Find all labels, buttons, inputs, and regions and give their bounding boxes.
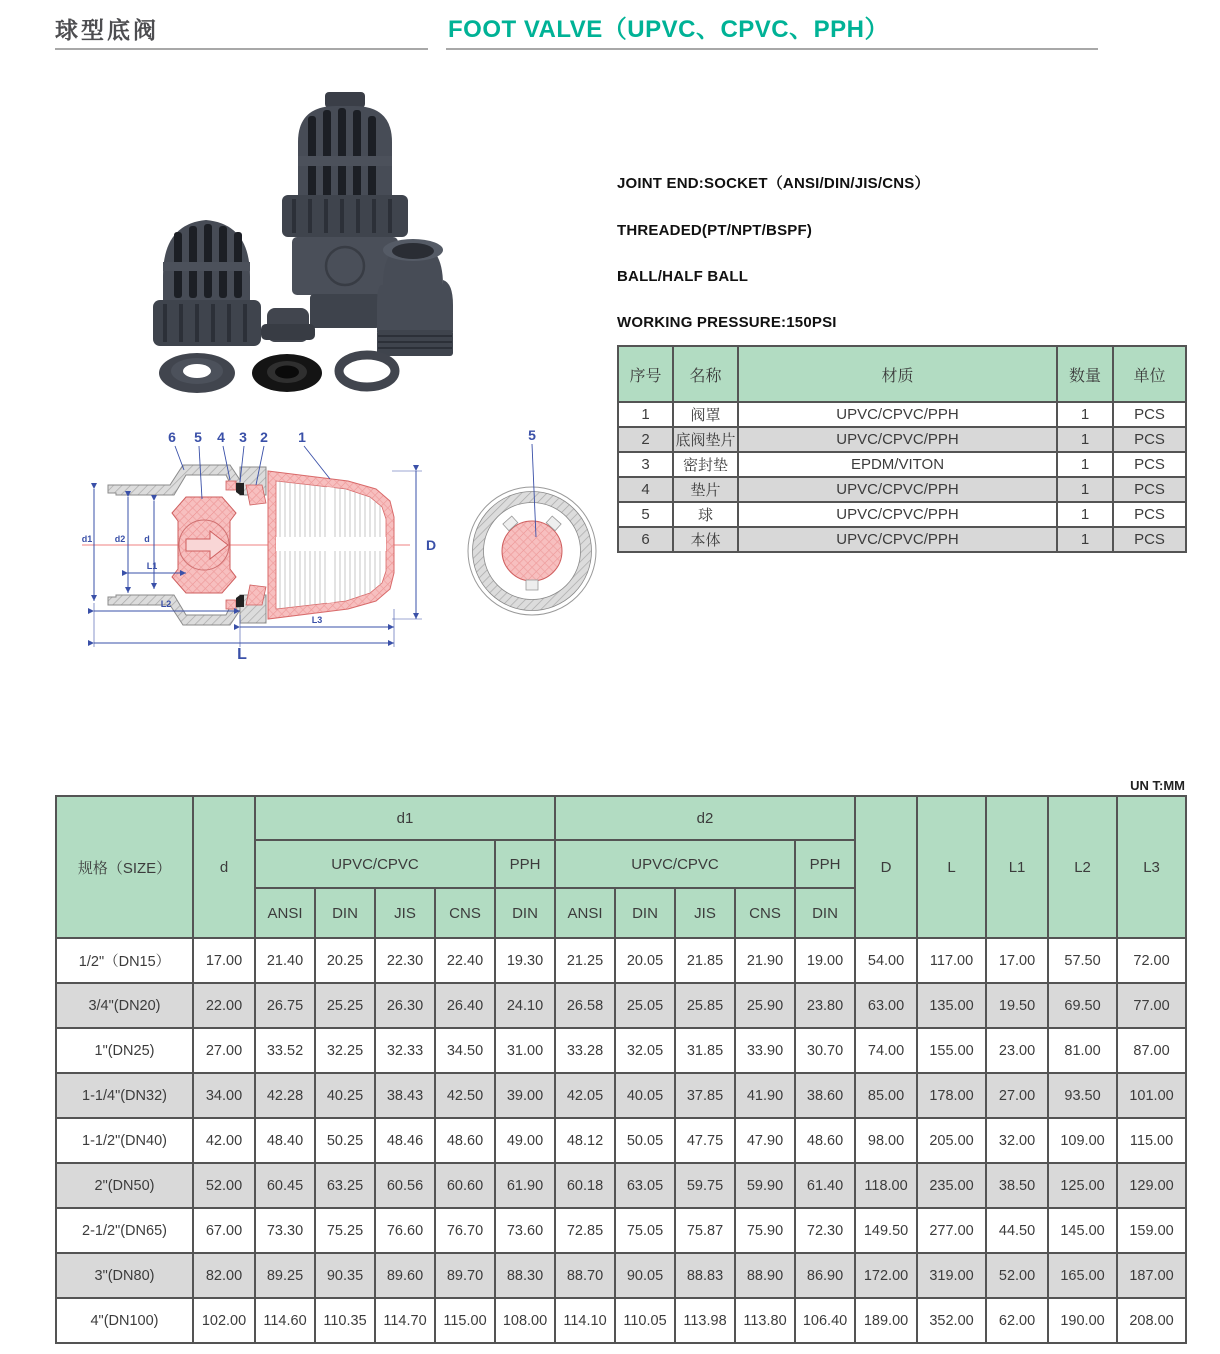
parts-table-cell: UPVC/CPVC/PPH bbox=[738, 527, 1057, 552]
dim-table-cell: 27.00 bbox=[986, 1073, 1048, 1118]
dim-table-cell: 31.00 bbox=[495, 1028, 555, 1073]
col-header-d1-ansi: ANSI bbox=[255, 888, 315, 938]
dim-label-L1: L1 bbox=[146, 561, 158, 571]
dim-table-cell: 48.12 bbox=[555, 1118, 615, 1163]
dim-table-cell: 21.40 bbox=[255, 938, 315, 983]
photo-strainer-cage bbox=[153, 220, 261, 346]
dim-table-cell: 19.00 bbox=[795, 938, 855, 983]
parts-table-cell: PCS bbox=[1113, 502, 1186, 527]
parts-table-cell: 1 bbox=[1057, 452, 1113, 477]
dim-table-cell: 32.00 bbox=[986, 1118, 1048, 1163]
dim-table-cell: 75.90 bbox=[735, 1208, 795, 1253]
dim-table-cell: 41.90 bbox=[735, 1073, 795, 1118]
dim-table-cell: 49.00 bbox=[495, 1118, 555, 1163]
dim-table-cell: 110.35 bbox=[315, 1298, 375, 1343]
parts-table-cell: 球 bbox=[673, 502, 738, 527]
dim-table-cell: 88.83 bbox=[675, 1253, 735, 1298]
dim-table-cell: 60.45 bbox=[255, 1163, 315, 1208]
dim-table-cell: 22.00 bbox=[193, 983, 255, 1028]
strainer-cone-section bbox=[268, 471, 394, 619]
dim-table-cell: 172.00 bbox=[855, 1253, 917, 1298]
dim-table-cell: 277.00 bbox=[917, 1208, 986, 1253]
dim-label-L2: L2 bbox=[160, 599, 172, 609]
dim-table-cell: 39.00 bbox=[495, 1073, 555, 1118]
dim-table-cell: 42.50 bbox=[435, 1073, 495, 1118]
spec-block bbox=[617, 172, 1177, 360]
parts-table-row bbox=[618, 402, 1186, 427]
parts-table-cell: 本体 bbox=[673, 527, 738, 552]
dim-label-D: D bbox=[426, 537, 437, 553]
col-group-d2-upvc: UPVC/CPVC bbox=[555, 840, 795, 888]
dim-table-cell: 52.00 bbox=[986, 1253, 1048, 1298]
dim-table-cell: 319.00 bbox=[917, 1253, 986, 1298]
dim-table-cell: 85.00 bbox=[855, 1073, 917, 1118]
dim-table-cell: 2"(DN50) bbox=[56, 1163, 193, 1208]
parts-table-row bbox=[618, 527, 1186, 552]
col-header-d2-jis: JIS bbox=[675, 888, 735, 938]
parts-table-body bbox=[618, 402, 1186, 552]
dim-table-cell: 37.85 bbox=[675, 1073, 735, 1118]
dim-table-cell: 50.05 bbox=[615, 1118, 675, 1163]
col-header-d1-cns: CNS bbox=[435, 888, 495, 938]
dim-table-row bbox=[56, 1028, 1186, 1073]
dim-table-cell: 72.85 bbox=[555, 1208, 615, 1253]
dim-table-cell: 19.30 bbox=[495, 938, 555, 983]
dim-table-body bbox=[56, 938, 1186, 1343]
dim-table-row bbox=[56, 1253, 1186, 1298]
dim-table-cell: 27.00 bbox=[193, 1028, 255, 1073]
callout-2: 2 bbox=[260, 429, 268, 445]
dim-table-row bbox=[56, 983, 1186, 1028]
dim-table-cell: 178.00 bbox=[917, 1073, 986, 1118]
dim-table-cell: 26.58 bbox=[555, 983, 615, 1028]
dim-table-cell: 59.75 bbox=[675, 1163, 735, 1208]
dim-table-cell: 159.00 bbox=[1117, 1208, 1186, 1253]
dim-table-cell: 47.75 bbox=[675, 1118, 735, 1163]
spec-working-pressure: WORKING PRESSURE:150PSI bbox=[617, 314, 837, 331]
dim-table-cell: 1-1/4"(DN32) bbox=[56, 1073, 193, 1118]
dim-table-cell: 1/2"（DN15） bbox=[56, 938, 193, 983]
dim-table-cell: 135.00 bbox=[917, 983, 986, 1028]
parts-table-cell: 垫片 bbox=[673, 477, 738, 502]
dim-table-cell: 17.00 bbox=[986, 938, 1048, 983]
dim-table-cell: 61.90 bbox=[495, 1163, 555, 1208]
dim-table-cell: 106.40 bbox=[795, 1298, 855, 1343]
parts-table-cell: PCS bbox=[1113, 427, 1186, 452]
parts-table-cell: 1 bbox=[1057, 527, 1113, 552]
dim-table-cell: 86.90 bbox=[795, 1253, 855, 1298]
dim-table-cell: 24.10 bbox=[495, 983, 555, 1028]
dim-table-cell: 26.30 bbox=[375, 983, 435, 1028]
product-photo-illustration bbox=[95, 80, 595, 420]
dim-table-cell: 48.46 bbox=[375, 1118, 435, 1163]
parts-table-cell: 6 bbox=[618, 527, 673, 552]
header-rule-left bbox=[55, 48, 428, 50]
dim-table-cell: 20.25 bbox=[315, 938, 375, 983]
dim-table-cell: 38.50 bbox=[986, 1163, 1048, 1208]
dim-table-cell: 155.00 bbox=[917, 1028, 986, 1073]
dim-table-cell: 31.85 bbox=[675, 1028, 735, 1073]
dim-table-cell: 26.75 bbox=[255, 983, 315, 1028]
dim-table-cell: 129.00 bbox=[1117, 1163, 1186, 1208]
callout-6: 6 bbox=[168, 429, 176, 445]
dim-table-cell: 60.18 bbox=[555, 1163, 615, 1208]
dim-table-cell: 25.05 bbox=[615, 983, 675, 1028]
col-group-d1-upvc: UPVC/CPVC bbox=[255, 840, 495, 888]
col-header-d: d bbox=[193, 796, 255, 938]
photo-cap bbox=[261, 308, 315, 342]
end-view bbox=[468, 427, 596, 615]
dim-table-cell: 114.10 bbox=[555, 1298, 615, 1343]
dim-table-cell: 1-1/2"(DN40) bbox=[56, 1118, 193, 1163]
unit-note: UN T:MM bbox=[1130, 778, 1185, 793]
dim-table-cell: 87.00 bbox=[1117, 1028, 1186, 1073]
parts-table-cell: 4 bbox=[618, 477, 673, 502]
parts-table-cell: 底阀垫片 bbox=[673, 427, 738, 452]
dim-table-cell: 21.90 bbox=[735, 938, 795, 983]
header-rule-right bbox=[446, 48, 1098, 50]
dim-table-cell: 1"(DN25) bbox=[56, 1028, 193, 1073]
dim-table-cell: 20.05 bbox=[615, 938, 675, 983]
dim-label-L3: L3 bbox=[311, 615, 323, 625]
parts-table-cell: UPVC/CPVC/PPH bbox=[738, 502, 1057, 527]
dim-table-cell: 54.00 bbox=[855, 938, 917, 983]
dimension-table bbox=[55, 795, 1187, 1344]
col-group-d1-pph: PPH bbox=[495, 840, 555, 888]
dim-table-cell: 76.60 bbox=[375, 1208, 435, 1253]
dim-table-cell: 88.70 bbox=[555, 1253, 615, 1298]
dim-table-cell: 4"(DN100) bbox=[56, 1298, 193, 1343]
parts-table-cell: PCS bbox=[1113, 452, 1186, 477]
col-group-d1: d1 bbox=[255, 796, 555, 840]
dim-table-cell: 89.25 bbox=[255, 1253, 315, 1298]
dim-table-cell: 98.00 bbox=[855, 1118, 917, 1163]
photo-gaskets bbox=[159, 353, 395, 393]
col-header-d1-din: DIN bbox=[315, 888, 375, 938]
dim-table-cell: 19.50 bbox=[986, 983, 1048, 1028]
dim-table-cell: 108.00 bbox=[495, 1298, 555, 1343]
parts-table-row bbox=[618, 427, 1186, 452]
dim-table-cell: 115.00 bbox=[1117, 1118, 1186, 1163]
dim-table-cell: 93.50 bbox=[1048, 1073, 1117, 1118]
dim-table-cell: 110.05 bbox=[615, 1298, 675, 1343]
dim-label-d1: d1 bbox=[81, 534, 93, 544]
page-title-en: FOOT VALVE（UPVC、CPVC、PPH） bbox=[448, 16, 889, 43]
dim-table-row bbox=[56, 1298, 1186, 1343]
spec-threaded: THREADED(PT/NPT/BSPF) bbox=[617, 222, 813, 239]
parts-table-cell: UPVC/CPVC/PPH bbox=[738, 427, 1057, 452]
dim-table-cell: 60.60 bbox=[435, 1163, 495, 1208]
dim-table-cell: 81.00 bbox=[1048, 1028, 1117, 1073]
dim-table-cell: 61.40 bbox=[795, 1163, 855, 1208]
dim-table-cell: 57.50 bbox=[1048, 938, 1117, 983]
dim-table-row bbox=[56, 1073, 1186, 1118]
dim-table-cell: 22.30 bbox=[375, 938, 435, 983]
dim-table-cell: 25.85 bbox=[675, 983, 735, 1028]
dim-table-cell: 42.05 bbox=[555, 1073, 615, 1118]
dim-table-cell: 118.00 bbox=[855, 1163, 917, 1208]
parts-table-cell: EPDM/VITON bbox=[738, 452, 1057, 477]
parts-table-cell: UPVC/CPVC/PPH bbox=[738, 477, 1057, 502]
dim-table-cell: 69.50 bbox=[1048, 983, 1117, 1028]
col-header-L: L bbox=[917, 796, 986, 938]
parts-table-cell: 5 bbox=[618, 502, 673, 527]
dim-table-cell: 208.00 bbox=[1117, 1298, 1186, 1343]
dim-table-cell: 32.25 bbox=[315, 1028, 375, 1073]
dim-table-cell: 82.00 bbox=[193, 1253, 255, 1298]
dim-table-cell: 62.00 bbox=[986, 1298, 1048, 1343]
dim-table-cell: 44.50 bbox=[986, 1208, 1048, 1253]
col-header-L3: L3 bbox=[1117, 796, 1186, 938]
dim-table-cell: 42.00 bbox=[193, 1118, 255, 1163]
dim-table-row bbox=[56, 1118, 1186, 1163]
dim-table-cell: 22.40 bbox=[435, 938, 495, 983]
dim-table-cell: 89.70 bbox=[435, 1253, 495, 1298]
parts-table-cell: 1 bbox=[1057, 402, 1113, 427]
parts-table-row bbox=[618, 477, 1186, 502]
col-group-d2-pph: PPH bbox=[795, 840, 855, 888]
dim-table-cell: 205.00 bbox=[917, 1118, 986, 1163]
dim-table-cell: 48.40 bbox=[255, 1118, 315, 1163]
col-header-L2: L2 bbox=[1048, 796, 1117, 938]
parts-table-cell: PCS bbox=[1113, 477, 1186, 502]
dim-table-cell: 3/4"(DN20) bbox=[56, 983, 193, 1028]
dim-table-cell: 115.00 bbox=[435, 1298, 495, 1343]
dim-table-cell: 73.30 bbox=[255, 1208, 315, 1253]
callout-4: 4 bbox=[217, 429, 225, 445]
dim-table-cell: 74.00 bbox=[855, 1028, 917, 1073]
parts-table-cell: UPVC/CPVC/PPH bbox=[738, 402, 1057, 427]
dim-table-cell: 89.60 bbox=[375, 1253, 435, 1298]
dim-table-cell: 77.00 bbox=[1117, 983, 1186, 1028]
dim-table-cell: 352.00 bbox=[917, 1298, 986, 1343]
technical-drawing bbox=[80, 425, 620, 675]
parts-table-cell: 密封垫 bbox=[673, 452, 738, 477]
dim-table-cell: 21.25 bbox=[555, 938, 615, 983]
dim-table-cell: 90.35 bbox=[315, 1253, 375, 1298]
dim-table-cell: 17.00 bbox=[193, 938, 255, 983]
dim-table-cell: 42.28 bbox=[255, 1073, 315, 1118]
parts-table bbox=[617, 345, 1187, 553]
callout-5: 5 bbox=[194, 429, 202, 445]
dim-table-cell: 23.80 bbox=[795, 983, 855, 1028]
parts-header-unit: 单位 bbox=[1113, 346, 1186, 402]
dim-table-cell: 63.00 bbox=[855, 983, 917, 1028]
dim-table-cell: 33.90 bbox=[735, 1028, 795, 1073]
dim-table-cell: 145.00 bbox=[1048, 1208, 1117, 1253]
dim-table-cell: 40.25 bbox=[315, 1073, 375, 1118]
parts-header-material: 材质 bbox=[738, 346, 1057, 402]
dim-table-cell: 23.00 bbox=[986, 1028, 1048, 1073]
dim-table-cell: 3"(DN80) bbox=[56, 1253, 193, 1298]
spec-joint-end: JOINT END:SOCKET（ANSI/DIN/JIS/CNS） bbox=[617, 175, 930, 192]
parts-table-cell: 3 bbox=[618, 452, 673, 477]
dim-table-cell: 60.56 bbox=[375, 1163, 435, 1208]
dim-table-row bbox=[56, 938, 1186, 983]
dim-table-cell: 47.90 bbox=[735, 1118, 795, 1163]
dim-table-cell: 33.28 bbox=[555, 1028, 615, 1073]
parts-table-cell: 1 bbox=[1057, 427, 1113, 452]
dim-table-cell: 63.05 bbox=[615, 1163, 675, 1208]
dim-table-cell: 114.60 bbox=[255, 1298, 315, 1343]
parts-table-cell: PCS bbox=[1113, 402, 1186, 427]
dim-table-cell: 149.50 bbox=[855, 1208, 917, 1253]
dim-label-d: d bbox=[144, 534, 150, 544]
dim-label-d2: d2 bbox=[114, 534, 126, 544]
dim-table-cell: 25.25 bbox=[315, 983, 375, 1028]
dim-table-cell: 50.25 bbox=[315, 1118, 375, 1163]
ball-section bbox=[172, 497, 236, 593]
dim-table-cell: 114.70 bbox=[375, 1298, 435, 1343]
dim-table-cell: 190.00 bbox=[1048, 1298, 1117, 1343]
dim-table-cell: 21.85 bbox=[675, 938, 735, 983]
col-header-d1-pph-din: DIN bbox=[495, 888, 555, 938]
dim-table-cell: 63.25 bbox=[315, 1163, 375, 1208]
dim-table-cell: 25.90 bbox=[735, 983, 795, 1028]
parts-table-cell: PCS bbox=[1113, 527, 1186, 552]
dim-table-cell: 88.90 bbox=[735, 1253, 795, 1298]
dim-table-cell: 75.87 bbox=[675, 1208, 735, 1253]
dim-table-cell: 187.00 bbox=[1117, 1253, 1186, 1298]
dim-table-row bbox=[56, 1208, 1186, 1253]
col-header-d2-ansi: ANSI bbox=[555, 888, 615, 938]
col-header-L1: L1 bbox=[986, 796, 1048, 938]
dim-table-cell: 59.90 bbox=[735, 1163, 795, 1208]
dim-table-cell: 235.00 bbox=[917, 1163, 986, 1208]
dim-table-cell: 32.05 bbox=[615, 1028, 675, 1073]
dim-table-cell: 40.05 bbox=[615, 1073, 675, 1118]
callout-1: 1 bbox=[298, 429, 306, 445]
dim-table-cell: 38.43 bbox=[375, 1073, 435, 1118]
dim-table-cell: 67.00 bbox=[193, 1208, 255, 1253]
dim-table-cell: 165.00 bbox=[1048, 1253, 1117, 1298]
dim-table-cell: 32.33 bbox=[375, 1028, 435, 1073]
parts-table-row bbox=[618, 502, 1186, 527]
dim-table-cell: 117.00 bbox=[917, 938, 986, 983]
dim-table-cell: 52.00 bbox=[193, 1163, 255, 1208]
dim-table-cell: 102.00 bbox=[193, 1298, 255, 1343]
parts-table-cell: 1 bbox=[618, 402, 673, 427]
dim-table-cell: 30.70 bbox=[795, 1028, 855, 1073]
col-header-d1-jis: JIS bbox=[375, 888, 435, 938]
dim-table-row bbox=[56, 1163, 1186, 1208]
parts-table-cell: 1 bbox=[1057, 477, 1113, 502]
col-header-D: D bbox=[855, 796, 917, 938]
parts-table-cell: 1 bbox=[1057, 502, 1113, 527]
dim-table-cell: 88.30 bbox=[495, 1253, 555, 1298]
dim-table-cell: 33.52 bbox=[255, 1028, 315, 1073]
col-header-d2-cns: CNS bbox=[735, 888, 795, 938]
dim-table-cell: 125.00 bbox=[1048, 1163, 1117, 1208]
dim-table-cell: 26.40 bbox=[435, 983, 495, 1028]
dim-table-cell: 73.60 bbox=[495, 1208, 555, 1253]
page-title-cn: 球型底阀 bbox=[55, 17, 159, 43]
dim-table-cell: 101.00 bbox=[1117, 1073, 1186, 1118]
col-group-d2: d2 bbox=[555, 796, 855, 840]
dim-table-cell: 109.00 bbox=[1048, 1118, 1117, 1163]
col-header-size: 规格（SIZE） bbox=[56, 796, 193, 938]
col-header-d2-din: DIN bbox=[615, 888, 675, 938]
col-header-d2-pph-din: DIN bbox=[795, 888, 855, 938]
parts-header-name: 名称 bbox=[673, 346, 738, 402]
parts-table-row bbox=[618, 452, 1186, 477]
dim-table-cell: 48.60 bbox=[795, 1118, 855, 1163]
spec-ball: BALL/HALF BALL bbox=[617, 268, 749, 285]
dim-table-cell: 48.60 bbox=[435, 1118, 495, 1163]
dim-table-cell: 2-1/2"(DN65) bbox=[56, 1208, 193, 1253]
dim-label-L: L bbox=[237, 646, 247, 663]
dim-table-cell: 34.00 bbox=[193, 1073, 255, 1118]
dim-table-cell: 75.25 bbox=[315, 1208, 375, 1253]
dim-table-cell: 72.30 bbox=[795, 1208, 855, 1253]
dim-table-cell: 113.98 bbox=[675, 1298, 735, 1343]
dim-table-cell: 90.05 bbox=[615, 1253, 675, 1298]
dim-table-cell: 189.00 bbox=[855, 1298, 917, 1343]
dim-table-cell: 38.60 bbox=[795, 1073, 855, 1118]
dim-table-cell: 113.80 bbox=[735, 1298, 795, 1343]
end-view-callout-5: 5 bbox=[528, 427, 536, 443]
parts-table-cell: 2 bbox=[618, 427, 673, 452]
dim-table-cell: 72.00 bbox=[1117, 938, 1186, 983]
callout-3: 3 bbox=[239, 429, 247, 445]
dim-table-cell: 76.70 bbox=[435, 1208, 495, 1253]
dim-table-cell: 75.05 bbox=[615, 1208, 675, 1253]
parts-table-cell: 阀罩 bbox=[673, 402, 738, 427]
parts-header-no: 序号 bbox=[618, 346, 673, 402]
parts-header-qty: 数量 bbox=[1057, 346, 1113, 402]
dim-table-cell: 34.50 bbox=[435, 1028, 495, 1073]
